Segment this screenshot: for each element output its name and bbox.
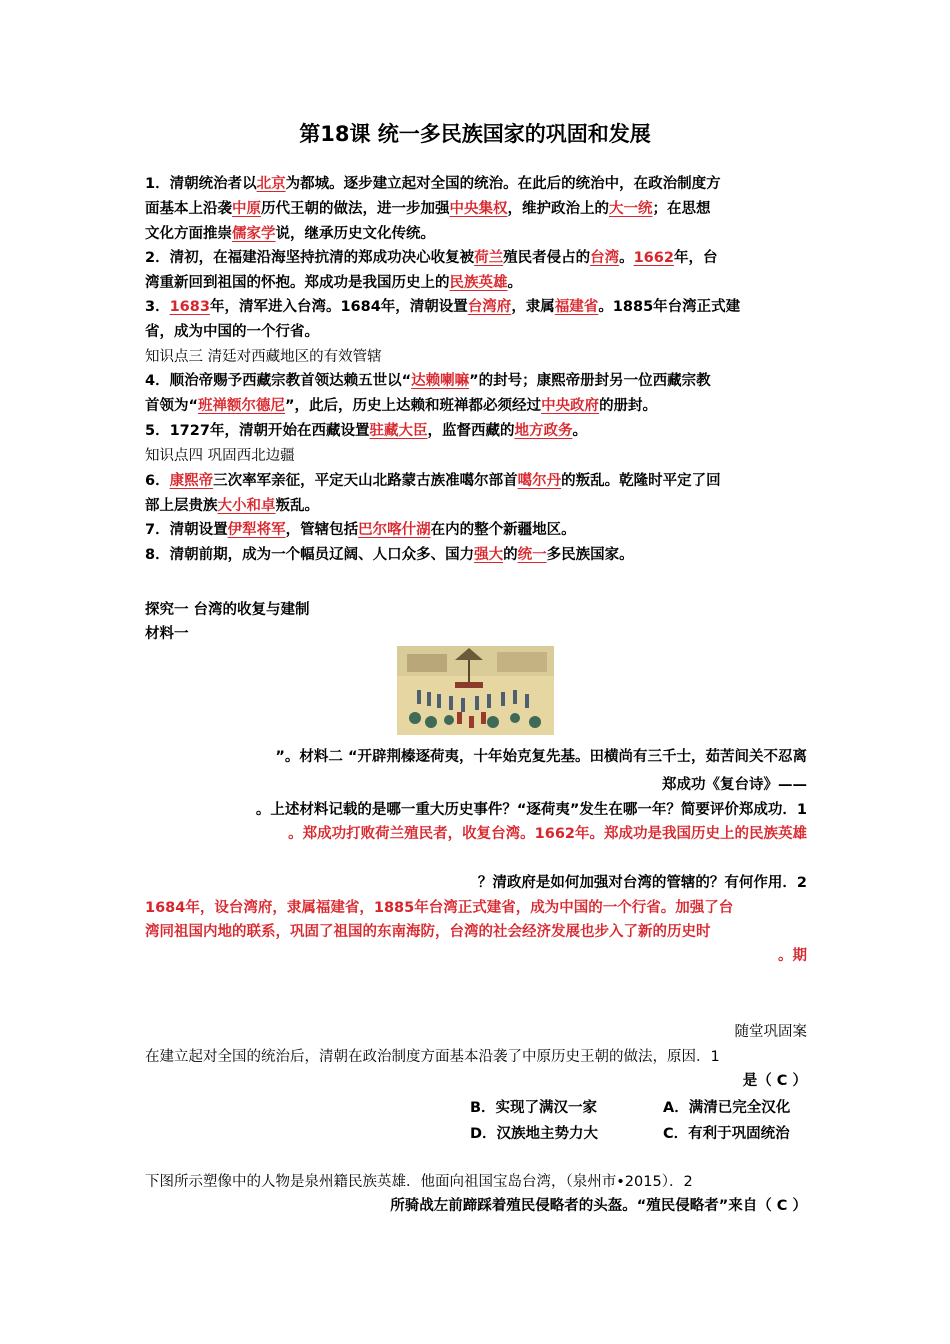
answer-blank: 北京 — [256, 176, 286, 192]
knowledge-line — [145, 494, 807, 518]
practice-one-text: 在建立起对全国的统治后，清朝在政治制度方面基本沿袭了中原历史王朝的做法，原因．1 — [145, 1049, 720, 1065]
answer-blank: 荷兰 — [474, 250, 504, 266]
question-two: ？清政府是如何加强对台湾的管辖的？有何作用．2 — [477, 875, 807, 891]
line-text: 面基本上沿袭 — [145, 201, 232, 217]
line-text: 4．顺治帝赐予西藏宗教首领达赖五世以“ — [145, 373, 412, 389]
answer-blank: 中央集权 — [449, 201, 508, 217]
knowledge-line — [145, 222, 807, 246]
line-text: 年，台 — [673, 250, 718, 266]
knowledge-line — [145, 320, 807, 344]
line-text: 文化方面推崇 — [145, 226, 232, 242]
answer-blank: 台湾府 — [467, 299, 512, 315]
answer-blank: 巴尔喀什湖 — [358, 522, 431, 538]
answer-blank: 大一统 — [609, 201, 653, 217]
answer-blank: 儒家学 — [232, 226, 276, 242]
line-text: 8．清朝前期，成为一个幅员辽阔、人口众多、国力 — [145, 547, 475, 563]
line-text: ，隶属 — [511, 299, 555, 315]
knowledge-line — [145, 419, 807, 443]
question-one: 。上述材料记载的是哪一重大历史事件？“逐荷夷”发生在哪一年？简要评价郑成功．1 — [255, 802, 807, 818]
line-text: ”，此后，历史上达赖和班禅都必须经过 — [285, 398, 542, 414]
option-a: A．满清已完全汉化 — [663, 1100, 791, 1116]
line-text: 多民族国家。 — [546, 547, 634, 563]
line-text: 的叛乱。乾隆时平定了回 — [561, 473, 721, 489]
line-text: 历代王朝的做法，进一步加强 — [261, 201, 450, 217]
line-text: 的册封。 — [599, 398, 658, 414]
answer-blank: 中央政府 — [541, 398, 600, 414]
knowledge-line — [145, 394, 807, 418]
answer-two-line-3: 。期 — [778, 948, 807, 964]
answer-blank: 1662 — [633, 250, 674, 266]
knowledge-line — [145, 197, 807, 221]
line-text: ；在思想 — [652, 201, 711, 217]
practice-two-answer: 所骑战左前蹄踩着殖民侵略者的头盔。“殖民侵略者”来自（ C ） — [390, 1198, 807, 1214]
answer-blank: 达赖喇嘛 — [411, 373, 470, 389]
line-text: 省，成为中国的一个行省。 — [145, 324, 319, 340]
line-text: ”的封号；康熙帝册封另一位西藏宗教 — [469, 373, 711, 389]
line-text: 首领为“ — [145, 398, 199, 414]
page-title: 第18课 统一多民族国家的巩固和发展 — [299, 122, 651, 146]
line-text: 三次率军亲征，平定天山北路蒙古族准噶尔部首 — [213, 473, 518, 489]
line-text: 叛乱。 — [275, 498, 319, 514]
knowledge-line — [145, 172, 807, 196]
knowledge-line — [145, 543, 807, 567]
answer-blank: 驻藏大臣 — [369, 423, 428, 439]
answer-blank: 1683 — [169, 299, 210, 315]
explore-title: 探究一 台湾的收复与建制 — [145, 602, 310, 618]
knowledge-line — [145, 271, 807, 295]
practice-two-text: 下图所示塑像中的人物是泉州籍民族英雄．他面向祖国宝岛台湾，（泉州市•2015）．2 — [145, 1174, 693, 1190]
answer-blank: 噶尔丹 — [517, 473, 562, 489]
section-heading — [145, 444, 807, 468]
line-text: 。1885年台湾正式建 — [598, 299, 741, 315]
option-c: C．有利于巩固统治 — [663, 1126, 790, 1142]
knowledge-line — [145, 369, 807, 393]
knowledge-line — [145, 518, 807, 542]
line-text: 知识点三 清廷对西藏地区的有效管辖 — [145, 349, 382, 365]
line-text: 6． — [145, 473, 170, 489]
line-text: 年，清军进入台湾。1684年，清朝设置 — [209, 299, 468, 315]
answer-one: 。郑成功打败荷兰殖民者，收复台湾。1662年。郑成功是我国历史上的民族英雄 — [288, 826, 807, 842]
answer-two-line-1: 1684年，设台湾府，隶属福建省，1885年台湾正式建省，成为中国的一个行省。加强了台 — [145, 900, 734, 916]
material-one-label: 材料一 — [145, 626, 189, 642]
line-text: 5．1727年，清朝开始在西藏设置 — [145, 423, 370, 439]
line-text: 1．清朝统治者以 — [145, 176, 257, 192]
painting-illustration — [397, 646, 554, 735]
answer-blank: 大小和卓 — [217, 498, 276, 514]
line-text: 。 — [619, 250, 634, 266]
line-text: 3． — [145, 299, 170, 315]
line-text: 说，继承历史文化传统。 — [275, 226, 435, 242]
line-text: 7．清朝设置 — [145, 522, 228, 538]
line-text: 。 — [507, 275, 522, 291]
line-text: 在内的整个新疆地区。 — [430, 522, 576, 538]
line-text: 湾重新回到祖国的怀抱。郑成功是我国历史上的 — [145, 275, 450, 291]
historical-painting-image — [397, 646, 554, 735]
answer-blank: 统一 — [517, 547, 547, 563]
knowledge-line — [145, 295, 807, 319]
practice-one-answer: 是（ C ） — [742, 1073, 807, 1089]
answer-blank: 中原 — [232, 201, 261, 217]
line-text: 部上层贵族 — [145, 498, 218, 514]
answer-blank: 民族英雄 — [449, 275, 508, 291]
line-text: 的 — [503, 547, 518, 563]
material-two-text: ”。材料二 “开辟荆榛逐荷夷，十年始克复先基。田横尚有三千士，茹苦间关不忍离 — [275, 749, 807, 765]
answer-two-line-2: 湾同祖国内地的联系，巩固了祖国的东南海防，台湾的社会经济发展也步入了新的历史时 — [145, 924, 711, 940]
answer-blank: 伊犁将军 — [227, 522, 286, 538]
option-b: B．实现了满汉一家 — [470, 1100, 598, 1116]
section-heading — [145, 345, 807, 369]
line-text: 知识点四 巩固西北边疆 — [145, 448, 295, 464]
knowledge-line — [145, 469, 807, 493]
option-d: D．汉族地主势力大 — [470, 1126, 599, 1142]
answer-blank: 地方政务 — [514, 423, 573, 439]
line-text: 为都城。逐步建立起对全国的统治。在此后的统治中，在政治制度方 — [285, 176, 721, 192]
line-text: 殖民者侵占的 — [503, 250, 591, 266]
line-text: 。 — [572, 423, 587, 439]
answer-blank: 台湾 — [590, 250, 620, 266]
answer-blank: 强大 — [474, 547, 504, 563]
material-two-source: 郑成功《复台诗》—— — [662, 777, 807, 793]
answer-blank: 班禅额尔德尼 — [198, 398, 286, 414]
line-text: ，维护政治上的 — [507, 201, 609, 217]
knowledge-line — [145, 246, 807, 270]
answer-blank: 康熙帝 — [169, 473, 214, 489]
line-text: 2．清初，在福建沿海坚持抗清的郑成功决心收复被 — [145, 250, 475, 266]
practice-title: 随堂巩固案 — [734, 1024, 807, 1040]
line-text: ，监督西藏的 — [427, 423, 515, 439]
line-text: ，管辖包括 — [285, 522, 359, 538]
answer-blank: 福建省 — [554, 299, 599, 315]
